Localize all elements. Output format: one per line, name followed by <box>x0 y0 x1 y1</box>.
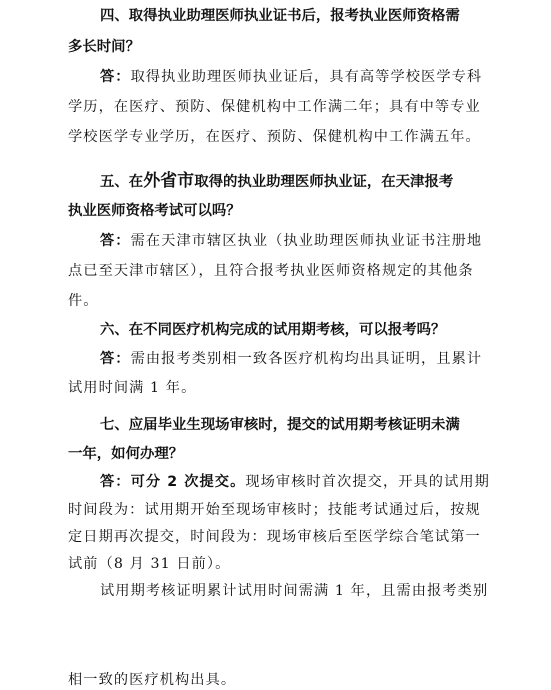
answer-label: 答： <box>100 474 131 490</box>
answer-4-text: 取得执业助理医师执业证后，具有高等学校医学专科 <box>130 69 483 85</box>
question-5-prefix: 五、在 <box>100 174 144 190</box>
answer-5-line-1 <box>100 231 482 251</box>
answer-7-line-4: 试前（8 月 31 日前）。 <box>68 556 231 572</box>
question-7-line-1: 七、应届毕业生现场审核时，提交的试用期考核证明未满 <box>100 417 460 433</box>
answer-5-line-3: 件。 <box>68 293 99 309</box>
answer-6-line-2: 试用时间满 1 年。 <box>68 380 197 396</box>
question-4-line-2: 多长时间？ <box>68 39 140 55</box>
question-7-line-2: 一年，如何办理？ <box>68 446 184 462</box>
answer-6-line-1 <box>100 349 482 369</box>
answer-label: 答： <box>100 69 131 85</box>
answer-6-text: 需由报考类别相一致各医疗机构均出具证明，且累计 <box>130 351 483 367</box>
note-7-line-2: 相一致的医疗机构出具。 <box>68 672 237 688</box>
answer-4-line-1 <box>100 67 482 87</box>
answer-7-bold: 可分 2 次提交。 <box>130 474 246 490</box>
question-6-line-1: 六、在不同医疗机构完成的试用期考核，可以报考吗？ <box>100 322 446 338</box>
answer-7-line-1 <box>100 472 490 492</box>
question-5-emphasis: 外省市 <box>143 171 195 191</box>
answer-5-text: 需在天津市辖区执业（执业助理医师执业证书注册地 <box>130 233 483 249</box>
question-4-line-1: 四、取得执业助理医师执业证书后，报考执业医师资格需 <box>100 8 460 24</box>
answer-label: 答： <box>100 351 131 367</box>
answer-label: 答： <box>100 233 131 249</box>
question-5-suffix: 取得的执业助理医师执业证，在天津报考 <box>194 174 454 190</box>
answer-7-text: 现场审核时首次提交，开具的试用期 <box>245 474 490 490</box>
answer-4-line-3: 学校医学专业学历，在医疗、预防、保健机构中工作满五年。 <box>68 129 481 145</box>
question-5-line-1 <box>100 171 453 192</box>
answer-7-line-2: 时间段为：试用期开始至现场审核时；技能考试通过后，按规 <box>68 502 481 518</box>
answer-5-line-2: 点已至天津市辖区），且符合报考执业医师资格规定的其他条 <box>68 263 474 279</box>
answer-4-line-2: 学历，在医疗、预防、保健机构中工作满二年；具有中等专业 <box>68 99 481 115</box>
note-7-line-1: 试用期考核证明累计试用时间需满 1 年，且需由报考类别 <box>100 583 489 599</box>
question-5-line-2: 执业医师资格考试可以吗？ <box>68 203 241 219</box>
answer-7-line-3: 定日期再次提交，时间段为：现场审核后至医学综合笔试第一 <box>68 529 481 545</box>
